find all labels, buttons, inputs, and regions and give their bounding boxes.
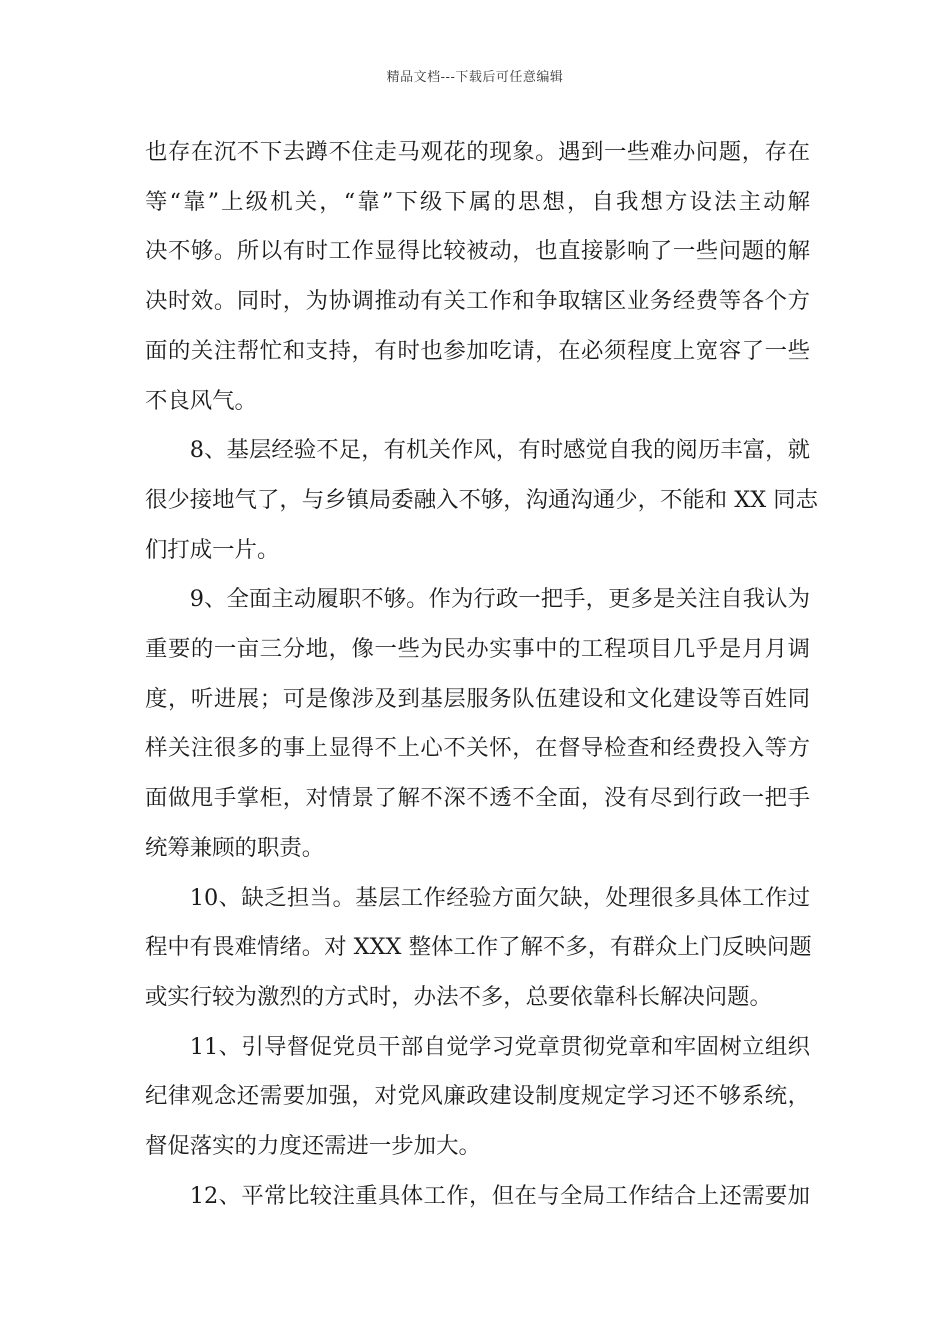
paragraph-item-10 — [145, 874, 810, 1023]
text-line: 等“靠”上级机关，“靠”下级下属的思想，自我想方设法主动解 — [145, 188, 810, 215]
text-line: 督促落实的力度还需进一步加大。 — [145, 1133, 481, 1160]
paragraph-continuation — [145, 128, 810, 426]
paragraph-item-12 — [145, 1172, 810, 1222]
text-line: 样关注很多的事上显得不上心不关怀，在督导检查和经费投入等方 — [145, 735, 810, 762]
text-line: 们打成一片。 — [145, 536, 280, 563]
paragraph-item-8 — [145, 426, 819, 575]
paragraph-item-9 — [145, 575, 810, 873]
text-line: 9、全面主动履职不够。作为行政一把手，更多是关注自我认为 — [189, 586, 810, 613]
text-line: 12、平常比较注重具体工作，但在与全局工作结合上还需要加 — [189, 1182, 810, 1209]
text-line: 不良风气。 — [145, 387, 257, 414]
text-line: 决不够。所以有时工作显得比较被动，也直接影响了一些问题的解 — [145, 238, 810, 265]
text-line: 统筹兼顾的职责。 — [145, 834, 325, 861]
text-line: 程中有畏难情绪。对 XXX 整体工作了解不多，有群众上门反映问题 — [145, 934, 812, 961]
text-line: 重要的一亩三分地，像一些为民办实事中的工程项目几乎是月月调 — [145, 636, 810, 663]
text-line: 或实行较为激烈的方式时，办法不多，总要依靠科长解决问题。 — [145, 983, 772, 1010]
text-line: 8、基层经验不足，有机关作风，有时感觉自我的阅历丰富，就 — [189, 437, 810, 464]
paragraph-item-11 — [145, 1023, 810, 1172]
text-line: 也存在沉不下去蹲不住走马观花的现象。遇到一些难办问题，存在 — [145, 139, 810, 165]
text-line: 面做甩手掌柜，对情景了解不深不透不全面，没有尽到行政一把手 — [145, 785, 810, 812]
text-line: 决时效。同时，为协调推动有关工作和争取辖区业务经费等各个方 — [145, 288, 810, 315]
page-header: 精品文档---下载后可任意编辑 — [386, 70, 564, 85]
text-line: 面的关注帮忙和支持，有时也参加吃请，在必须程度上宽容了一些 — [145, 337, 810, 364]
document-body — [145, 128, 819, 1221]
text-line: 度，听进展；可是像涉及到基层服务队伍建设和文化建设等百姓同 — [145, 685, 810, 712]
text-line: 很少接地气了，与乡镇局委融入不够，沟通沟通少，不能和 XX 同志 — [145, 486, 819, 513]
text-line: 纪律观念还需要加强，对党风廉政建设制度规定学习还不够系统， — [145, 1083, 810, 1110]
text-line: 10、缺乏担当。基层工作经验方面欠缺，处理很多具体工作过 — [189, 884, 810, 911]
text-line: 11、引导督促党员干部自觉学习党章贯彻党章和牢固树立组织 — [189, 1033, 810, 1060]
